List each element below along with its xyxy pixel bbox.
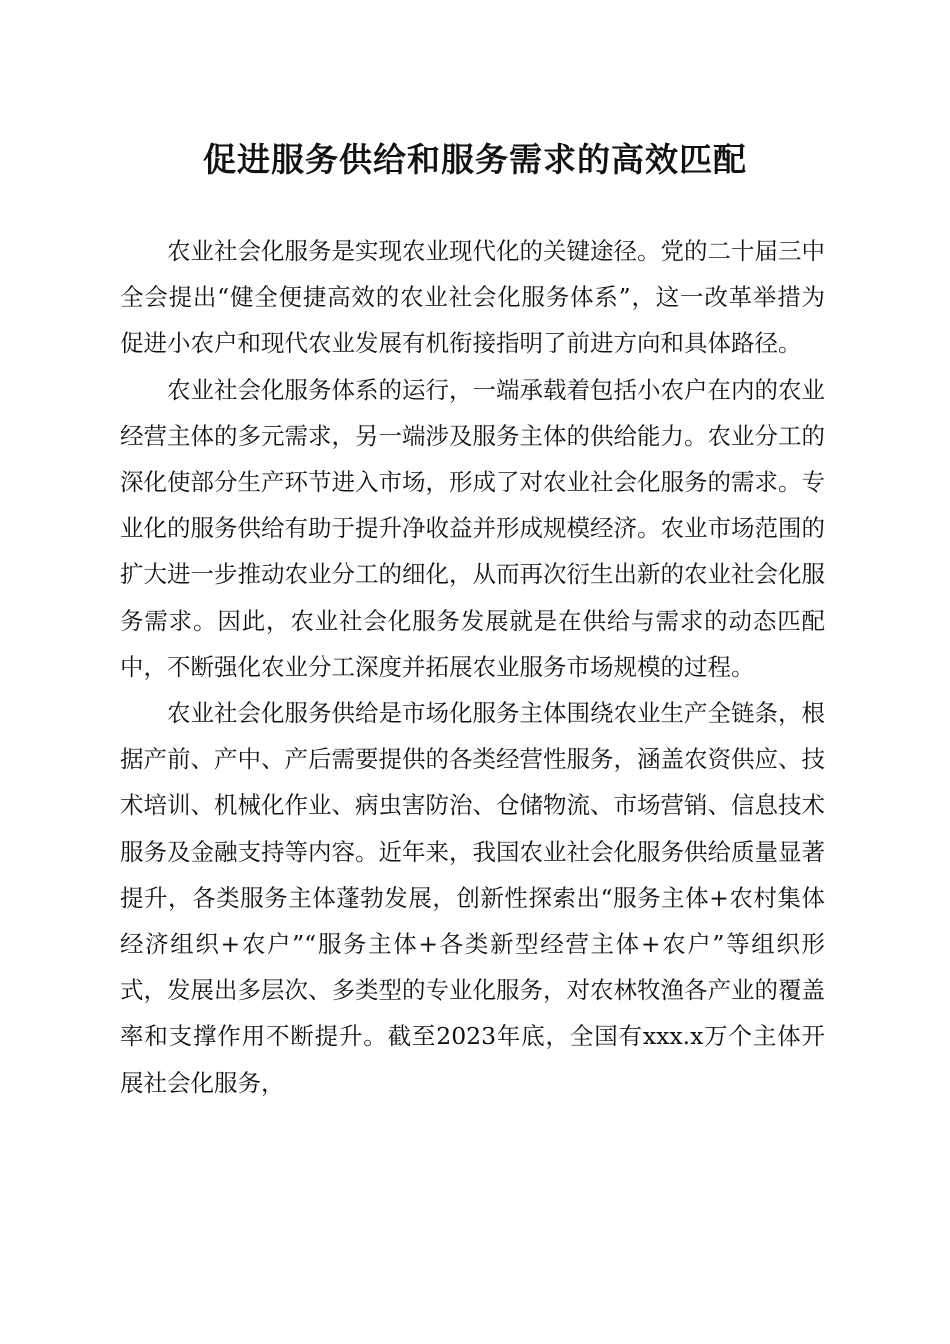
paragraph: 农业社会化服务供给是市场化服务主体围绕农业生产全链条，根据产前、产中、产后需要提供的各类经营性服务，涵盖农资供应、技术培训、机械化作业、病虫害防治、仓储物流、市场营销、信息技术服务及金融支持等内容。近年来，我国农业社会化服务供给质量显著提升，各类服务主体蓬勃发展，创新性探索出“服务主体+农村集体经济组织+农户”“服务主体+各类新型经营主体+农户”等组织形式，发展出多层次、多类型的专业化服务，对农林牧渔各产业的覆盖率和支撑作用不断提升。截至2023年底，全国有xxx.x万个主体开展社会化服务， (120, 699, 825, 1097)
document-body (120, 228, 825, 1106)
paragraph: 农业社会化服务是实现农业现代化的关键途径。党的二十届三中全会提出“健全便捷高效的农业社会化服务体系”，这一改革举措为促进小农户和现代农业发展有机衔接指明了前进方向和具体路径。 (120, 237, 825, 358)
paragraph: 农业社会化服务体系的运行，一端承载着包括小农户在内的农业经营主体的多元需求，另一端涉及服务主体的供给能力。农业分工的深化使部分生产环节进入市场，形成了对农业社会化服务的需求。专业化的服务供给有助于提升净收益并形成规模经济。农业市场范围的扩大进一步推动农业分工的细化，从而再次衍生出新的农业社会化服务需求。因此，农业社会化服务发展就是在供给与需求的动态匹配中，不断强化农业分工深度并拓展农业服务市场规模的过程。 (120, 375, 825, 681)
document-title: 促进服务供给和服务需求的高效匹配 (203, 140, 747, 179)
